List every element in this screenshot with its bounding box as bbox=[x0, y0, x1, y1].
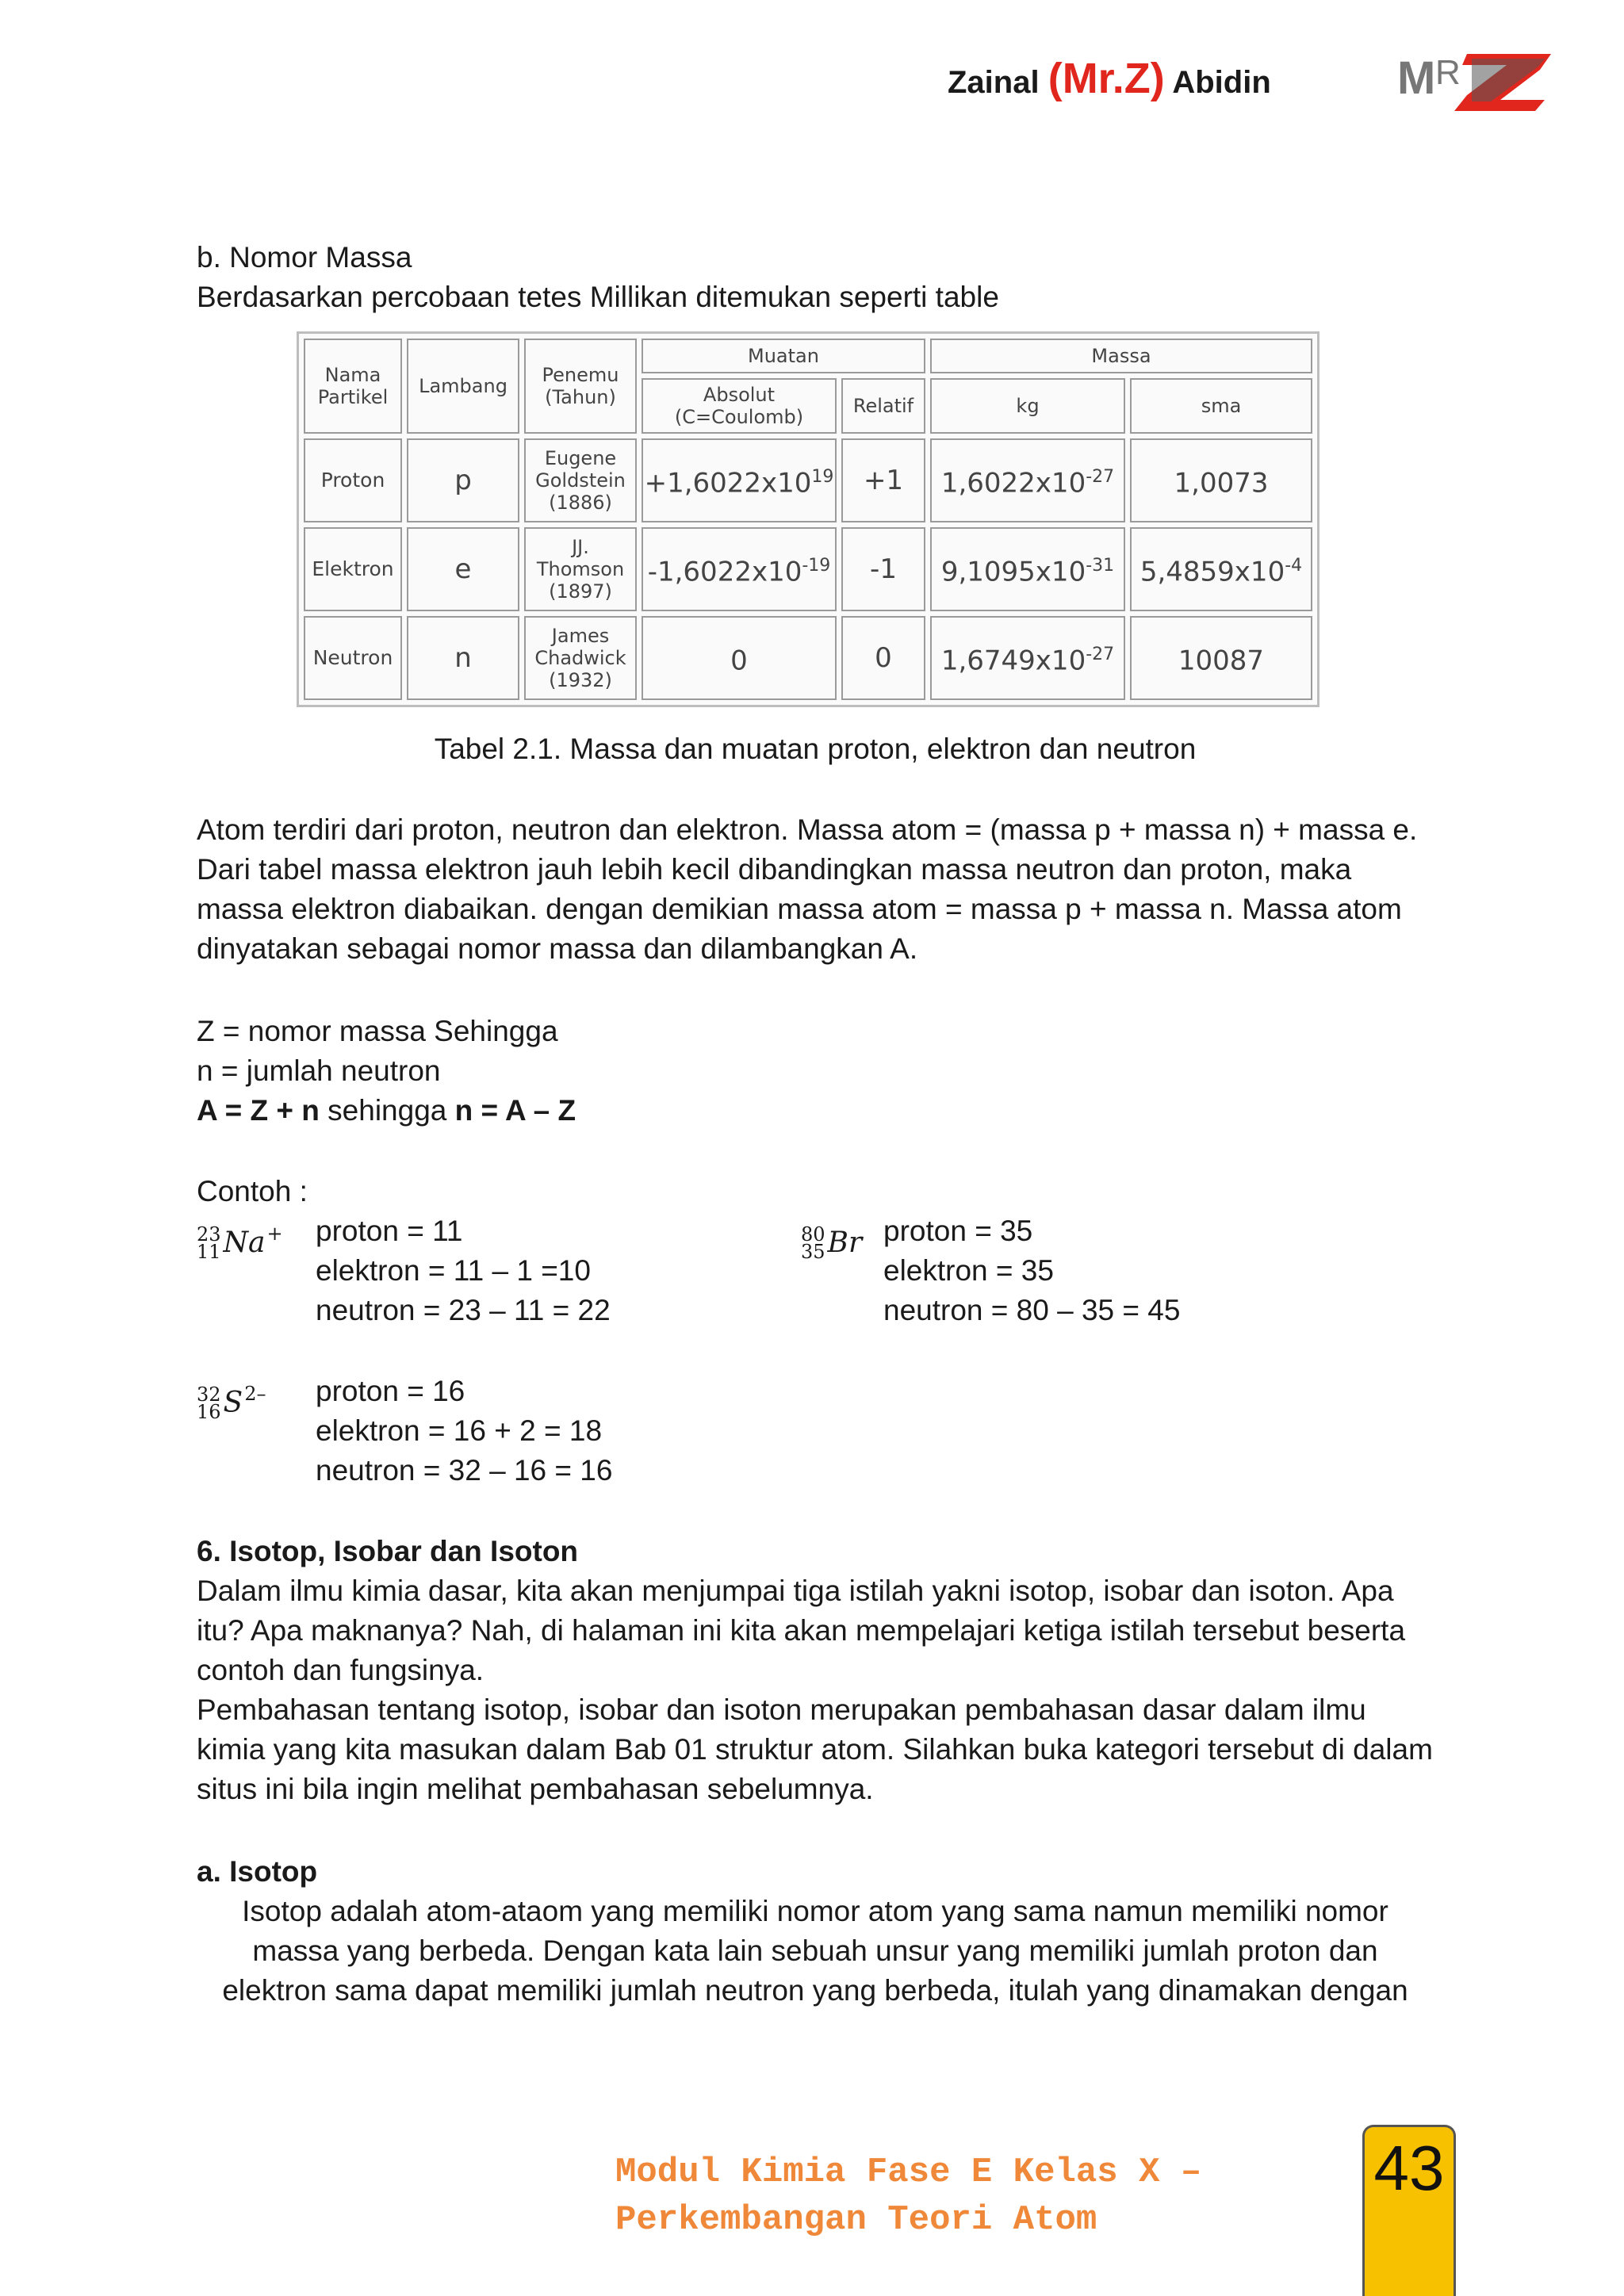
section-a-title: a. Isotop bbox=[197, 1855, 318, 1888]
cell-penemu: James Chadwick (1932) bbox=[524, 616, 637, 700]
svg-text:M: M bbox=[1397, 52, 1436, 104]
th-absolut: Absolut (C=Coulomb) bbox=[642, 378, 837, 434]
cell-relatif: 0 bbox=[841, 616, 925, 700]
cell-kg: $9,1095x10^{-31}$ bbox=[930, 527, 1125, 611]
author-name bbox=[948, 54, 1271, 103]
cell-kg: $1,6749x10^{-27}$ bbox=[930, 616, 1125, 700]
example-na: proton = 11 elektron = 11 – 1 =10 neutron = 23 – 11 = 22 bbox=[316, 1215, 611, 1326]
footer-module-title: Modul Kimia Fase E Kelas X – Perkembangan Teori Atom bbox=[615, 2152, 1202, 2240]
author-last-name: Abidin bbox=[1172, 65, 1271, 100]
particle-table bbox=[297, 331, 1320, 707]
th-relatif: Relatif bbox=[841, 378, 925, 434]
cell-sma: $5,4859x10^{-4}$ bbox=[1130, 527, 1312, 611]
page-number-box bbox=[1362, 2125, 1456, 2296]
cell-absolut: $+1,6022x10^{19}$ bbox=[642, 438, 837, 522]
paragraph-atom: Atom terdiri dari proton, neutron dan elektron. Massa atom = (massa p + massa n) + massa e. Dari tabel massa elektron jauh lebih kecil dibandingkan massa neutron dan proton, maka massa elektron diabaikan. dengan demikian massa atom = massa p + massa n. Massa atom dinyatakan sebagai nomor massa dan dilambangkan A. bbox=[197, 813, 1418, 965]
section-b-intro: Berdasarkan percobaan tetes Millikan ditemukan seperti table bbox=[197, 281, 999, 313]
section-a bbox=[197, 1852, 1434, 2011]
th-muatan: Muatan bbox=[642, 339, 925, 373]
table-row-proton bbox=[304, 438, 1312, 522]
definition-n: n = jumlah neutron bbox=[197, 1054, 441, 1087]
cell-lambang: n bbox=[407, 616, 519, 700]
definition-z: Z = nomor massa Sehingga bbox=[197, 1015, 558, 1047]
cell-sma: 1,0073 bbox=[1130, 438, 1312, 522]
svg-text:R: R bbox=[1435, 53, 1461, 92]
th-lambang: Lambang bbox=[407, 339, 519, 434]
nuclide-na: 23 11 Na + bbox=[197, 1223, 283, 1263]
section-6-paragraph-1: Dalam ilmu kimia dasar, kita akan menjumpai tiga istilah yakni isotop, isobar dan isoton. Apa itu? Apa maknanya? Nah, di halaman ini kita akan mempelajari ketiga istilah tersebut beserta contoh dan fungsinya. bbox=[197, 1575, 1406, 1686]
cell-absolut: $-1,6022x10^{-19}$ bbox=[642, 527, 837, 611]
author-nickname: (Mr.Z) bbox=[1048, 55, 1165, 102]
cell-lambang: p bbox=[407, 438, 519, 522]
cell-penemu: JJ. Thomson (1897) bbox=[524, 527, 637, 611]
author-first-name: Zainal bbox=[948, 65, 1040, 100]
mrz-logo-icon bbox=[1396, 38, 1562, 114]
cell-penemu: Eugene Goldstein (1886) bbox=[524, 438, 637, 522]
section-6-paragraph-2: Pembahasan tentang isotop, isobar dan isoton merupakan pembahasan dasar dalam ilmu kimia yang kita masukan dalam Bab 01 struktur atom. Silahkan buka kategori tersebut di dalam situs ini bila ingin melihat pembahasan sebelumnya. bbox=[197, 1693, 1433, 1805]
table-row-neutron bbox=[304, 616, 1312, 700]
table-caption: Tabel 2.1. Massa dan muatan proton, elektron dan neutron bbox=[434, 733, 1197, 765]
cell-nama: Neutron bbox=[304, 616, 402, 700]
cell-kg: $1,6022x10^{-27}$ bbox=[930, 438, 1125, 522]
th-kg: kg bbox=[930, 378, 1125, 434]
section-6 bbox=[197, 1532, 1434, 1809]
examples-label: Contoh : bbox=[197, 1175, 308, 1207]
definition-formula: A = Z + n sehingga n = A – Z bbox=[197, 1094, 576, 1127]
section-a-paragraph: Isotop adalah atom-ataom yang memiliki nomor atom yang sama namun memiliki nomor massa yang berbeda. Dengan kata lain sebuah unsur yang memiliki jumlah proton dan elektron sama dapat memiliki jumlah neutron yang berbeda, itulah yang dinamakan dengan bbox=[222, 1895, 1408, 2007]
th-penemu: Penemu (Tahun) bbox=[524, 339, 637, 434]
definitions bbox=[197, 1012, 1434, 1131]
nuclide-s: 32 16 S 2– bbox=[197, 1383, 266, 1423]
page-number: 43 bbox=[1373, 2133, 1445, 2203]
cell-nama: Proton bbox=[304, 438, 402, 522]
example-s: proton = 16 elektron = 16 + 2 = 18 neutron = 32 – 16 = 16 bbox=[316, 1375, 613, 1487]
cell-lambang: e bbox=[407, 527, 519, 611]
cell-relatif: -1 bbox=[841, 527, 925, 611]
th-sma: sma bbox=[1130, 378, 1312, 434]
cell-absolut: 0 bbox=[642, 616, 837, 700]
table-row-elektron bbox=[304, 527, 1312, 611]
example-br: proton = 35 elektron = 35 neutron = 80 – 35 = 45 bbox=[883, 1215, 1181, 1326]
section-b-title: b. Nomor Massa bbox=[197, 241, 412, 274]
cell-nama: Elektron bbox=[304, 527, 402, 611]
th-massa: Massa bbox=[930, 339, 1312, 373]
th-nama: Nama Partikel bbox=[304, 339, 402, 434]
nuclide-br: 80 35 Br bbox=[801, 1223, 863, 1263]
cell-sma: 10087 bbox=[1130, 616, 1312, 700]
cell-relatif: +1 bbox=[841, 438, 925, 522]
section-6-title: 6. Isotop, Isobar dan Isoton bbox=[197, 1535, 579, 1567]
